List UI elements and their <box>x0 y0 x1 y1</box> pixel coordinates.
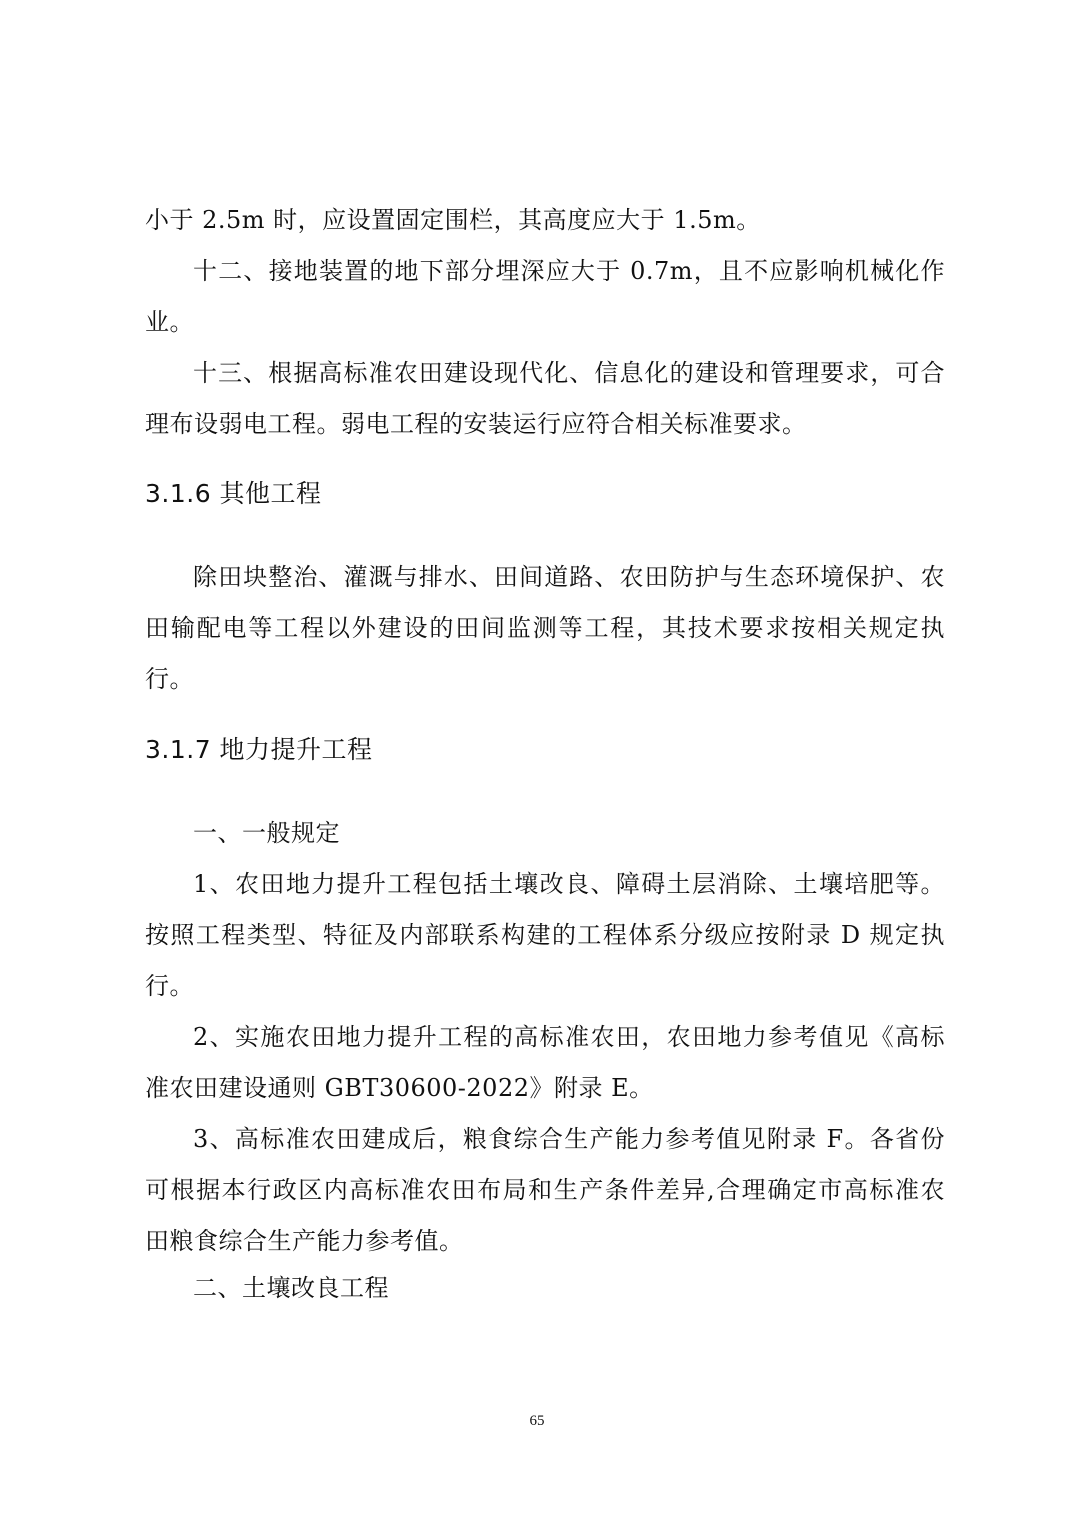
section-heading-3-1-6: 3.1.6 其他工程 <box>145 479 322 508</box>
page-number: 65 <box>529 1413 545 1429</box>
paragraph-line: 十二、接地装置的地下部分埋深应大于 0.7m，且不应影响机械化作 <box>193 257 945 285</box>
paragraph-line: 按照工程类型、特征及内部联系构建的工程体系分级应按附录 D 规定执 <box>145 921 945 949</box>
paragraph-line: 3、高标准农田建成后，粮食综合生产能力参考值见附录 F。各省份 <box>193 1125 945 1153</box>
paragraph-line: 准农田建设通则 GBT30600-2022》附录 E。 <box>145 1074 654 1102</box>
paragraph-line: 行。 <box>145 665 194 693</box>
paragraph-line: 理布设弱电工程。弱电工程的安装运行应符合相关标准要求。 <box>145 410 807 438</box>
subheading-line: 二、土壤改良工程 <box>193 1274 389 1302</box>
paragraph-line: 1、农田地力提升工程包括土壤改良、障碍土层消除、土壤培肥等。 <box>193 870 945 898</box>
paragraph-line: 十三、根据高标准农田建设现代化、信息化的建设和管理要求，可合 <box>193 359 945 387</box>
paragraph-line: 小于 2.5m 时，应设置固定围栏，其高度应大于 1.5m。 <box>145 206 761 234</box>
subheading-line: 一、一般规定 <box>193 819 340 847</box>
paragraph-line: 2、实施农田地力提升工程的高标准农田，农田地力参考值见《高标 <box>193 1023 945 1051</box>
paragraph-line: 可根据本行政区内高标准农田布局和生产条件差异,合理确定市高标准农 <box>145 1176 945 1204</box>
paragraph-line: 行。 <box>145 972 194 1000</box>
section-heading-3-1-7: 3.1.7 地力提升工程 <box>145 735 373 764</box>
paragraph-line: 业。 <box>145 308 194 336</box>
paragraph-line: 除田块整治、灌溉与排水、田间道路、农田防护与生态环境保护、农 <box>193 563 945 591</box>
paragraph-line: 田输配电等工程以外建设的田间监测等工程，其技术要求按相关规定执 <box>145 614 945 642</box>
paragraph-line: 田粮食综合生产能力参考值。 <box>145 1227 464 1255</box>
